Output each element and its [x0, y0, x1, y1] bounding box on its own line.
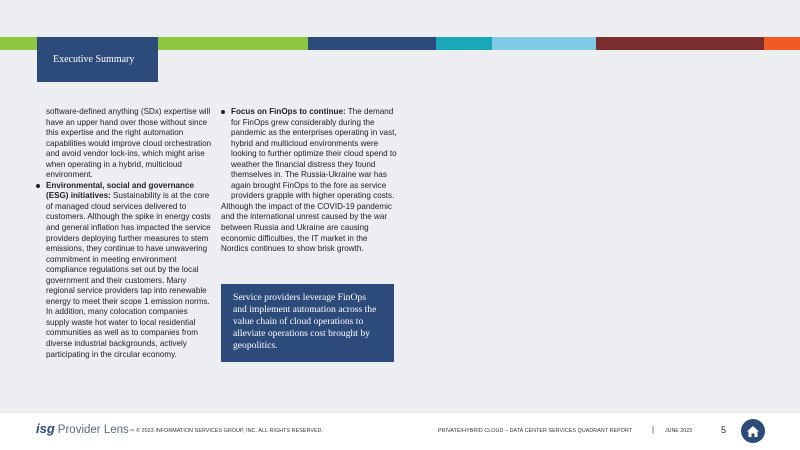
color-bar-lightblue [492, 37, 596, 50]
isg-provider-lens-logo[interactable] [36, 421, 135, 436]
color-bar-maroon [596, 37, 764, 50]
logo-provider-lens-text: Provider Lens [57, 424, 129, 436]
home-button[interactable] [741, 419, 765, 443]
right-column [221, 107, 397, 255]
report-date: JUNE 2023 [665, 428, 693, 434]
finops-bullet [221, 107, 397, 202]
report-title: PRIVATE/HYBRID CLOUD – DATA CENTER SERVICES QUADRANT REPORT [438, 428, 633, 434]
copyright-text: © 2023 INFORMATION SERVICES GROUP, INC. ALL RIGHTS RESERVED. [136, 428, 324, 434]
callout-box [221, 284, 394, 362]
page-number: 5 [721, 425, 727, 435]
left-intro-paragraph: software-defined anything (SDx) expertise will have an upper hand over those without since this expertise and the right automation capabilities would improve cloud orchestration and avoid vendor lock-ins, which might arise when operating in a hybrid, multicloud environment. [46, 107, 212, 180]
logo-trademark: ™ [128, 429, 135, 435]
color-bar-teal [436, 37, 492, 50]
home-icon [746, 425, 760, 438]
finops-bullet-title: Focus on FinOps to continue: [231, 107, 346, 116]
callout-text: Service providers leverage FinOps and implement automation across the value chain of cloud operations to alleviate operations cost brought by geopolitics. [233, 292, 377, 351]
section-tab[interactable] [37, 37, 158, 82]
color-bar-navy [308, 37, 436, 50]
nordics-paragraph: Although the impact of the COVID-19 pandemic and the international unrest caused by the war between Russia and Ukraine are causing economic difficulties, the IT market in the Nordics continues to show brisk growth. [221, 201, 392, 254]
logo-isg-text: isg [36, 421, 55, 436]
left-column [46, 107, 212, 360]
color-bar-orange [764, 37, 800, 50]
esg-bullet [36, 181, 212, 360]
finops-bullet-text: The demand for FinOps grew considerably during the pandemic as the enterprises operating in vast, hybrid and multicloud environments were looking to further optimize their cloud spend to weather the financial distress they found themselves in. The Russia-Ukraine war has again brought FinOps to the fore as service providers grapple with higher operating costs. [231, 107, 397, 201]
footer-separator: | [652, 425, 655, 434]
esg-bullet-title: Environmental, social and governance (ESG) initiatives: [46, 180, 194, 201]
section-tab-title: Executive Summary [53, 54, 135, 65]
esg-bullet-text: Sustainability is at the core of managed cloud services delivered to customers. Although the spike in energy costs and general inflation has impacted the service providers deploying further measures to stem emissions, they continue to have unwavering commitment in meeting environment compliance regulations set out by the local government and their customers. Many regional service providers tap into renewable energy to meet their scope 1 emission norms. In addition, many colocation companies supply waste hot water to local residential communities as well as to companies from diverse industrial backgrounds, actively participating in the circular economy. [46, 191, 211, 359]
